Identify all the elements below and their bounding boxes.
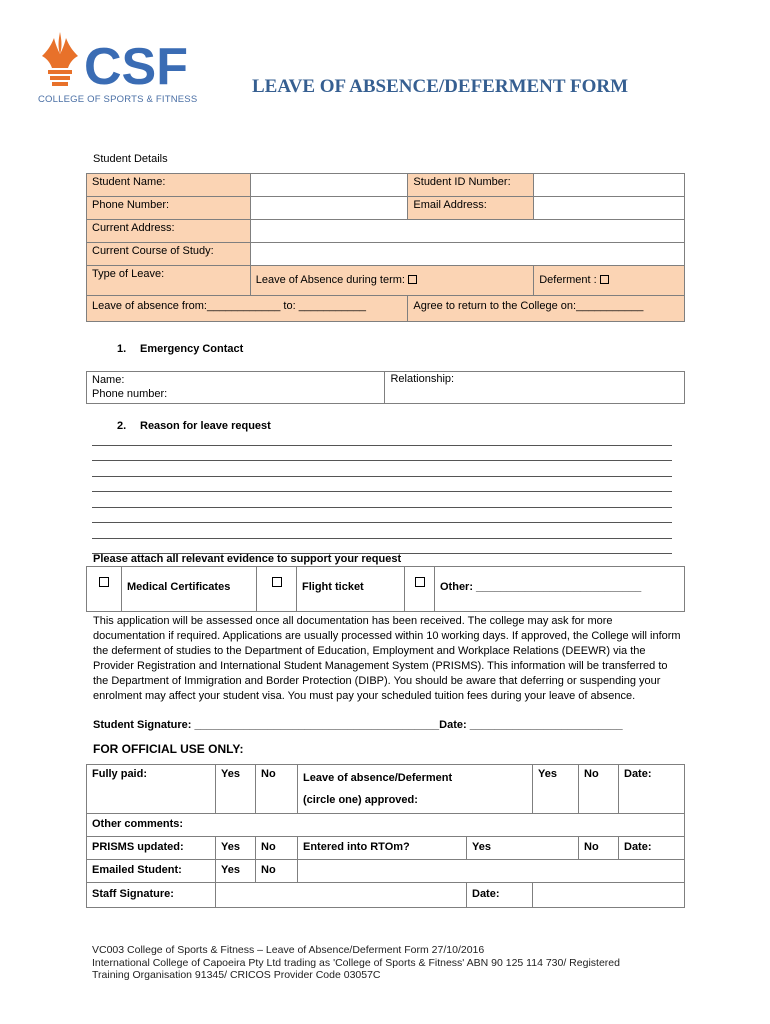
approved-date[interactable]: Date: bbox=[619, 765, 685, 814]
assessment-paragraph: This application will be assessed once all documentation has been received. The college may ask for more documentation if required. Applications are usually processed within 10 working days. If approved, the College will inform the deferment of studies to the Department of Education, Employment and Workplace Relations (DEEWR) via the Provider Registration and International Student Management System (PRISMS). This information will be transferred to the Department of Immigration and Border Protection (DIBP). You should be aware that deferring or suspending your enrolment may affect your student visa. You must pay your scheduled tuition fees during your leave of absence. bbox=[93, 615, 681, 702]
leave-during-term-checkbox[interactable] bbox=[408, 275, 417, 284]
medical-certificates-label: Medical Certificates bbox=[122, 567, 257, 612]
reason-line[interactable] bbox=[92, 445, 672, 446]
reason-line[interactable] bbox=[92, 491, 672, 492]
other-comments-field[interactable]: Other comments: bbox=[87, 814, 685, 837]
approved-no[interactable]: No bbox=[579, 765, 619, 814]
email-field[interactable] bbox=[534, 197, 685, 220]
official-use-table bbox=[86, 764, 685, 908]
student-id-field[interactable] bbox=[534, 174, 685, 197]
footer-line1: VC003 College of Sports & Fitness – Leave of Absence/Deferment Form 27/10/2016 bbox=[92, 944, 485, 956]
course-label: Current Course of Study: bbox=[87, 243, 251, 266]
deferment-checkbox[interactable] bbox=[600, 275, 609, 284]
student-name-field[interactable] bbox=[250, 174, 408, 197]
relationship-field[interactable] bbox=[385, 372, 685, 404]
reason-line[interactable] bbox=[92, 476, 672, 477]
other-checkbox-cell[interactable] bbox=[405, 567, 435, 612]
emailed-yes[interactable]: Yes bbox=[216, 860, 256, 883]
leave-during-term-option[interactable] bbox=[250, 266, 533, 296]
rtom-yes[interactable]: Yes bbox=[467, 837, 579, 860]
reason-line[interactable] bbox=[92, 460, 672, 461]
leave-approved-line2: (circle one) approved: bbox=[303, 794, 418, 806]
evidence-table bbox=[86, 566, 685, 612]
rtom-no[interactable]: No bbox=[579, 837, 619, 860]
address-label: Current Address: bbox=[87, 220, 251, 243]
reason-line[interactable] bbox=[92, 538, 672, 539]
flight-checkbox[interactable] bbox=[272, 577, 282, 587]
other-field[interactable]: Other: ___________________________ bbox=[435, 567, 685, 612]
official-use-heading: FOR OFFICIAL USE ONLY: bbox=[93, 742, 244, 756]
phone-label: Phone Number: bbox=[87, 197, 251, 220]
medical-checkbox[interactable] bbox=[99, 577, 109, 587]
student-details-table bbox=[86, 173, 685, 322]
approved-yes[interactable]: Yes bbox=[533, 765, 579, 814]
emergency-phone-label: Phone number: bbox=[92, 388, 168, 400]
emergency-number: 1. bbox=[117, 343, 127, 355]
page-title: LEAVE OF ABSENCE/DEFERMENT FORM bbox=[252, 76, 629, 97]
student-details-heading: Student Details bbox=[93, 153, 168, 165]
medical-checkbox-cell[interactable] bbox=[87, 567, 122, 612]
deferment-label: Deferment : bbox=[539, 274, 597, 286]
agree-return-field[interactable]: Agree to return to the College on:___________ bbox=[408, 296, 685, 322]
staff-date-field[interactable] bbox=[533, 883, 685, 908]
rtom-label: Entered into RTOm? bbox=[298, 837, 467, 860]
reason-line[interactable] bbox=[92, 507, 672, 508]
student-name-label: Student Name: bbox=[87, 174, 251, 197]
footer bbox=[92, 944, 692, 982]
attach-evidence-note: Please attach all relevant evidence to support your request bbox=[93, 553, 402, 565]
footer-line2: International College of Capoeira Pty Ltd trading as 'College of Sports & Fitness' ABN 90 125 114 730/ Registered bbox=[92, 956, 620, 969]
deferment-option[interactable] bbox=[534, 266, 685, 296]
footer-line3: Training Organisation 91345/ CRICOS Provider Code 03057C bbox=[92, 969, 381, 981]
emailed-no[interactable]: No bbox=[256, 860, 298, 883]
emergency-heading: Emergency Contact bbox=[140, 343, 244, 355]
staff-date-label: Date: bbox=[467, 883, 533, 908]
emailed-blank bbox=[298, 860, 685, 883]
type-of-leave-label: Type of Leave: bbox=[87, 266, 251, 296]
fully-paid-label: Fully paid: bbox=[87, 765, 216, 814]
reason-line[interactable] bbox=[92, 522, 672, 523]
rtom-date[interactable]: Date: bbox=[619, 837, 685, 860]
leave-from-field[interactable]: Leave of absence from:____________ to: ___________ bbox=[87, 296, 408, 322]
leave-approved-line1: Leave of absence/Deferment bbox=[303, 772, 453, 784]
emailed-label: Emailed Student: bbox=[87, 860, 216, 883]
phone-field[interactable] bbox=[250, 197, 408, 220]
reason-heading: Reason for leave request bbox=[140, 420, 271, 432]
fully-paid-yes[interactable]: Yes bbox=[216, 765, 256, 814]
staff-signature-label: Staff Signature: bbox=[87, 883, 216, 908]
email-label: Email Address: bbox=[408, 197, 534, 220]
prisms-label: PRISMS updated: bbox=[87, 837, 216, 860]
reason-number: 2. bbox=[117, 420, 127, 432]
course-field[interactable] bbox=[250, 243, 684, 266]
student-id-label: Student ID Number: bbox=[408, 174, 534, 197]
emergency-name-phone-field[interactable] bbox=[87, 372, 385, 404]
flight-checkbox-cell[interactable] bbox=[257, 567, 297, 612]
prisms-yes[interactable]: Yes bbox=[216, 837, 256, 860]
emergency-table bbox=[86, 371, 685, 404]
logo-subtitle: COLLEGE OF SPORTS & FITNESS bbox=[38, 94, 198, 105]
staff-signature-field[interactable] bbox=[216, 883, 467, 908]
fully-paid-no[interactable]: No bbox=[256, 765, 298, 814]
other-checkbox[interactable] bbox=[415, 577, 425, 587]
prisms-no[interactable]: No bbox=[256, 837, 298, 860]
relationship-label: Relationship: bbox=[390, 373, 455, 385]
leave-approved-label bbox=[298, 765, 533, 814]
svg-text:CSF: CSF bbox=[84, 38, 188, 96]
flight-ticket-label: Flight ticket bbox=[297, 567, 405, 612]
address-field[interactable] bbox=[250, 220, 684, 243]
leave-during-term-label: Leave of Absence during term: bbox=[255, 274, 405, 286]
student-signature-line[interactable]: Student Signature: ________________________________________Date: _________________________ bbox=[93, 719, 623, 731]
emergency-name-label: Name: bbox=[92, 374, 125, 386]
